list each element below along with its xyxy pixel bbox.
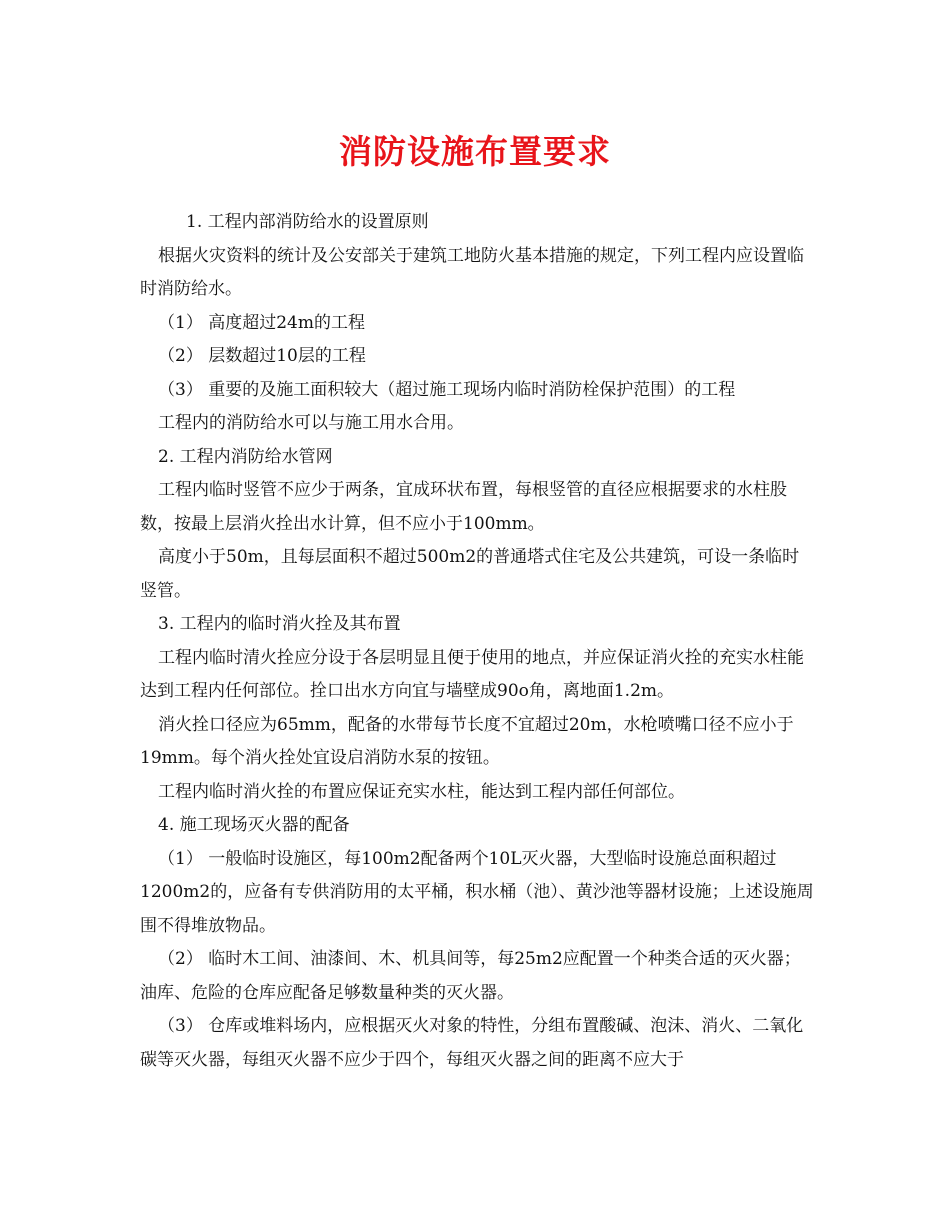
paragraph: 根据火灾资料的统计及公安部关于建筑工地防火基本措施的规定，下列工程内应设置临时消防给水。: [140, 245, 804, 299]
list-item: （1） 高度超过24m的工程: [158, 312, 365, 333]
list-item: （2） 层数超过10层的工程: [158, 346, 366, 366]
section-heading-3: 3. 工程内的临时消火拴及其布置: [158, 614, 401, 634]
document-body: [140, 206, 816, 1077]
section-heading-1: 1. 工程内部消防给水的设置原则: [186, 212, 429, 232]
list-item: （1） 一般临时设施区，每100m2配备两个10L灭火器，大型临时设施总面积超过1200m2的，应备有专供消防用的太平桶，积水桶（池）、黄沙池等器材设施；上述设施周围不得堆放物品。: [140, 848, 814, 936]
section-heading-4: 4. 施工现场灭火器的配备: [158, 815, 350, 835]
section-heading-2: 2. 工程内消防给水管网: [158, 446, 333, 467]
list-item: （3） 重要的及施工面积较大（超过施工现场内临时消防栓保护范围）的工程: [158, 379, 736, 400]
paragraph: 工程内临时清火拴应分设于各层明显且便于使用的地点，并应保证消火拴的充实水柱能达到工程内任何部位。拴口出水方向宜与墙壁成90o角，离地面1.2m。: [140, 647, 804, 701]
paragraph: 消火拴口径应为65mm，配备的水带每节长度不宜超过20m，水枪喷嘴口径不应小于19mm。每个消火拴处宜设启消防水泵的按钮。: [140, 714, 794, 768]
paragraph: 高度小于50m，且每层面积不超过500m2的普通塔式住宅及公共建筑，可设一条临时竖管。: [140, 547, 800, 601]
paragraph: 工程内的消防给水可以与施工用水合用。: [158, 413, 464, 433]
list-item: （3） 仓库或堆料场内，应根据灭火对象的特性，分组布置酸碱、泡沫、消火、二氧化碳等灭火器，每组灭火器不应少于四个，每组灭火器之间的距离不应大于: [140, 1016, 804, 1070]
paragraph: 工程内临时消火拴的布置应保证充实水柱，能达到工程内部任何部位。: [158, 781, 685, 802]
document-title: 消防设施布置要求: [339, 132, 611, 171]
list-item: （2） 临时木工间、油漆间、木、机具间等，每25m2应配置一个种类合适的灭火器；油库、危险的仓库应配备足够数量种类的灭火器。: [140, 949, 801, 1003]
paragraph: 工程内临时竖管不应少于两条，宜成环状布置，每根竖管的直径应根据要求的水柱股数，按最上层消火拴出水计算，但不应小于100mm。: [140, 480, 787, 534]
